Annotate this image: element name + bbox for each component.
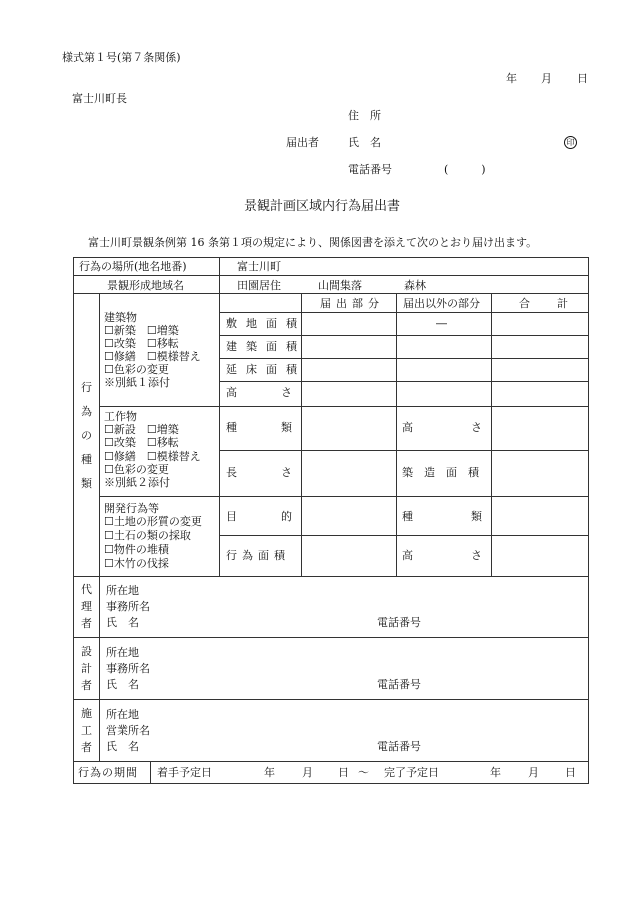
action-type-char-3: の [81,429,92,442]
intro-text: 富士川町景観条例第 16 条第１項の規定により、関係図書を添えて次のとおり届け出ます。 [88,236,538,249]
building-checkbox-row[interactable]: ☐改築 ☐移転 [104,337,179,350]
period-end-year: 年 [490,766,501,779]
row-site-area: 敷地面積 [226,317,306,330]
development-checkbox-row[interactable]: ☐物件の堆積 [104,543,169,556]
location-label: 行為の場所(地名地番) [79,260,187,273]
action-type-char-5: 類 [81,477,92,490]
structure-checkbox-row[interactable]: ☐新設 ☐増築 [104,423,179,436]
development-type-label: 種類 [402,510,540,523]
period-tilde: ～ [358,766,369,779]
building-checkbox-row[interactable]: ☐修繕 ☐模様替え [104,350,201,363]
addressee: 富士川町長 [72,92,127,105]
action-type-char-1: 行 [81,381,92,394]
action-type-char-2: 為 [81,405,92,418]
col-header-other: 届出以外の部分 [403,297,480,310]
period-start-month: 月 [302,766,313,779]
development-height-label: 高さ [402,549,540,562]
period-end-label: 完了予定日 [384,766,439,779]
zone-value-mountain: 山間集落 [318,279,362,292]
applicant-label: 届出者 [286,136,319,149]
agent-name-label: 氏 名 [106,616,139,629]
contractor-name-label: 氏 名 [106,740,139,753]
building-checkbox-row[interactable]: ☐色彩の変更 [104,363,169,376]
development-purpose-label: 目的 [226,510,336,523]
period-label: 行為の期間 [78,766,138,779]
address-label: 住 所 [348,109,381,122]
contractor-title-char: 工 [81,724,92,737]
row-height: 高さ [226,386,336,399]
zone-value-rural: 田園居住 [237,279,281,292]
designer-name-label: 氏 名 [106,678,139,691]
designer-office-label: 事務所名 [106,662,150,675]
location-value: 富士川町 [237,260,281,273]
col-header-total: 合 計 [519,297,576,310]
contractor-phone-label: 電話番号 [377,740,421,753]
development-checkbox-row[interactable]: ☐木竹の伐採 [104,557,169,570]
structure-attachment-note: ※別紙２添付 [104,476,170,489]
agent-office-label: 事務所名 [106,600,150,613]
contractor-title-char: 施 [81,707,92,720]
action-type-char-4: 種 [81,453,92,466]
designer-title-char: 者 [81,679,92,692]
date-month-label: 月 [541,72,552,85]
agent-title-char: 理 [81,600,92,613]
structure-length-label: 長さ [226,466,336,479]
designer-title-char: 設 [81,645,92,658]
site-area-other-dash: ― [436,317,447,330]
building-heading: 建築物 [104,311,137,324]
row-building-area: 建築面積 [226,340,306,353]
name-label: 氏 名 [348,136,381,149]
seal-mark [564,136,577,149]
phone-paren: ( ) [444,163,486,176]
zone-label: 景観形成地域名 [107,279,184,292]
development-area-label: 行為面積 [226,549,290,562]
structure-checkbox-row[interactable]: ☐改築 ☐移転 [104,436,179,449]
period-end-day: 日 [565,766,576,779]
contractor-address-label: 所在地 [106,708,139,721]
contractor-office-label: 営業所名 [106,724,150,737]
date-day-label: 日 [577,72,588,85]
form-number: 様式第１号(第７条関係) [62,51,181,64]
development-checkbox-row[interactable]: ☐土地の形質の変更 [104,515,202,528]
development-heading: 開発行為等 [104,502,159,515]
period-start-year: 年 [264,766,275,779]
page-title: 景観計画区域内行為届出書 [244,199,401,214]
structure-checkbox-row[interactable]: ☐修繕 ☐模様替え [104,450,201,463]
period-start-day: 日 [338,766,349,779]
seal-icon: 印 [564,136,577,149]
row-floor-area: 延床面積 [226,363,306,376]
period-start-label: 着手予定日 [157,766,212,779]
agent-address-label: 所在地 [106,584,139,597]
agent-title-char: 代 [81,583,92,596]
designer-address-label: 所在地 [106,646,139,659]
period-end-month: 月 [528,766,539,779]
col-header-notified: 届出部分 [320,297,384,310]
designer-title-char: 計 [81,662,92,675]
phone-label: 電話番号 [348,163,392,176]
structure-heading: 工作物 [104,410,137,423]
structure-height-label: 高さ [402,421,540,434]
contractor-title-char: 者 [81,741,92,754]
designer-phone-label: 電話番号 [377,678,421,691]
building-attachment-note: ※別紙１添付 [104,376,170,389]
development-checkbox-row[interactable]: ☐土石の類の採取 [104,529,191,542]
date-year-label: 年 [506,72,517,85]
agent-title-char: 者 [81,617,92,630]
structure-type-label: 種類 [226,421,336,434]
structure-checkbox-row[interactable]: ☐色彩の変更 [104,463,169,476]
structure-build-area-label: 築造面積 [402,466,490,479]
zone-value-forest: 森林 [404,279,426,292]
building-checkbox-row[interactable]: ☐新築 ☐増築 [104,324,179,337]
agent-phone-label: 電話番号 [377,616,421,629]
